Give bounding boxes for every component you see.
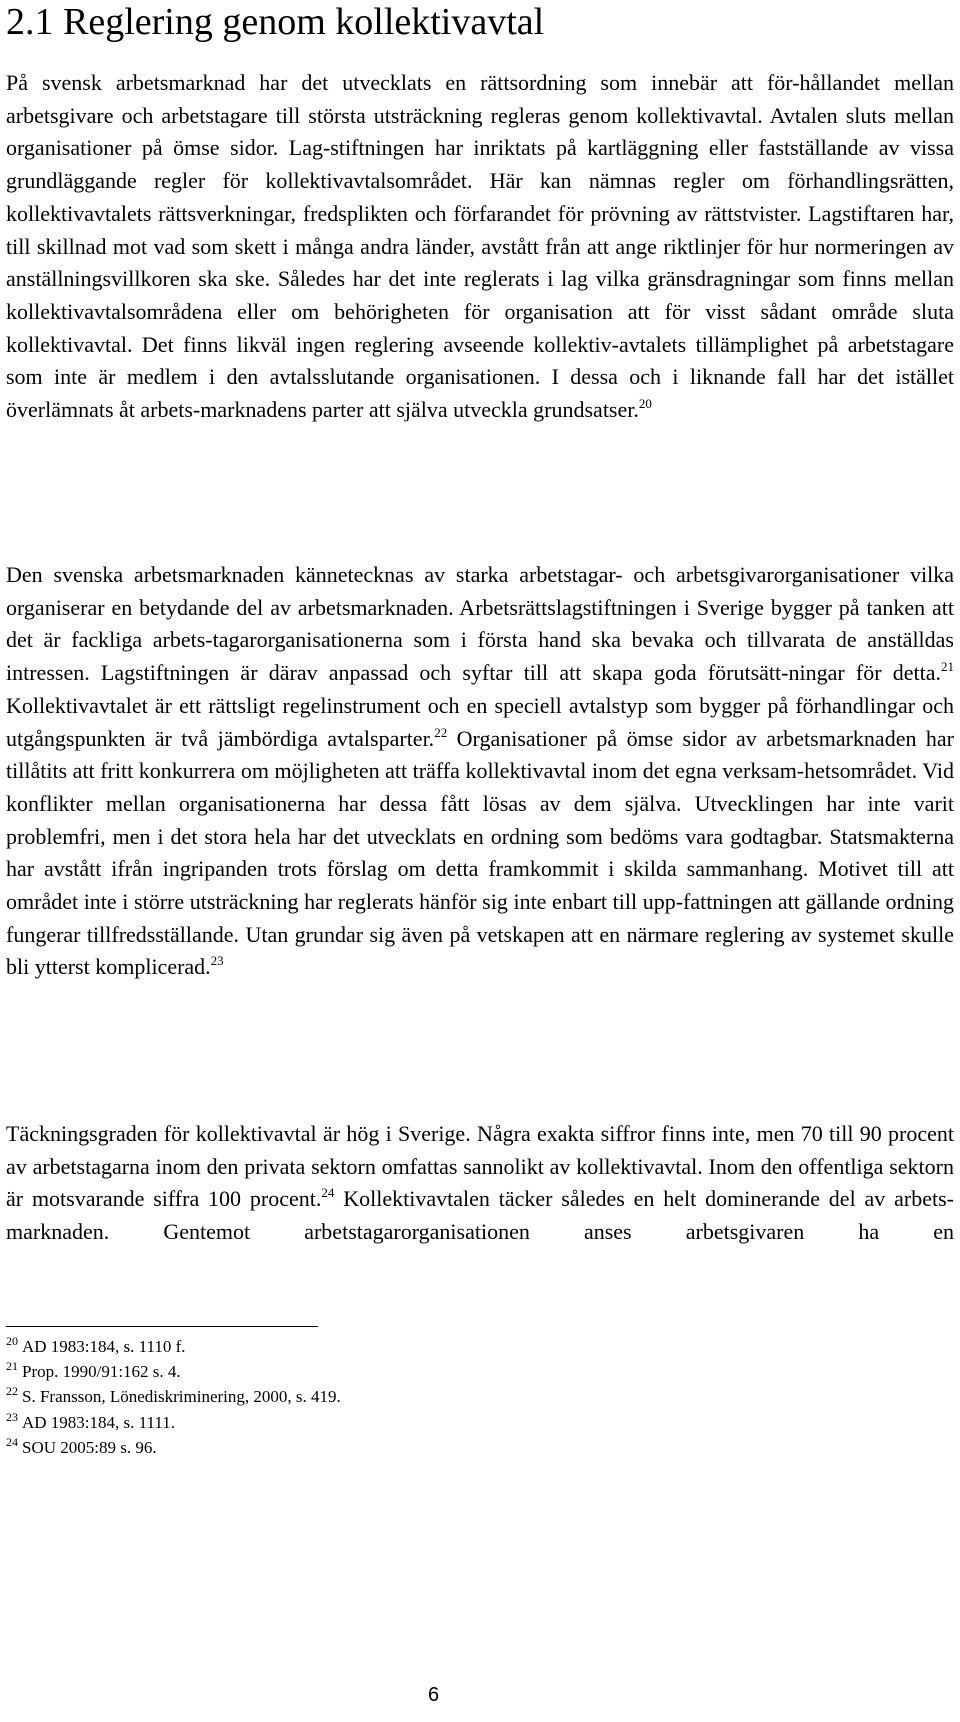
footnote-reference: 21: [941, 659, 954, 675]
paragraph-text: Kollektivavtalen täcker således en helt dominerande del av arbets-marknaden. Gentemot arbetstagarorganisationen anses arbetsgivaren ha en: [6, 1186, 955, 1245]
paragraph-text: Täckningsgraden för kollektivavtal är hög i Sverige. Några exakta siffror finns inte, men 70 till 90 procent av arbetstagarna inom den privata sektorn omfattas sannolikt av kollektivavtal. Inom den offentliga sektorn är motsvarande siffra 100 procent.: [6, 1121, 954, 1212]
footnote: [6, 1410, 341, 1435]
footnote-number: 23: [6, 1409, 18, 1424]
section-heading: 2.1 Reglering genom kollektivavtal: [6, 1, 545, 43]
page-number: 6: [428, 1684, 440, 1706]
footnote-text: S. Fransson, Lönediskriminering, 2000, s. 419.: [22, 1387, 341, 1407]
footnote-reference: 24: [321, 1185, 335, 1201]
paragraph-text: Organisationer på ömse sidor av arbetsmarknaden har tillåtits att fritt konkurrera om möjligheten att träffa kollektivavtal inom det egna verksam-hetsområdet. Vid konflikter mellan organisationerna har dessa fått lösas av dem själva. Utvecklingen har inte varit problemfri, men i det stora hela har det utvecklats en ordning som bedöms vara godtagbar. Statsmakterna har avstått ifrån ingripanden trots förslag om detta framkommit i skilda sammanhang. Motivet till att området inte i större utsträckning har reglerats hänför sig inte enbart till upp-fattningen att gällande ordning fungerar tillfredsställande. Utan grundar sig även på vetskapen att en närmare reglering av systemet skulle bli ytterst komplicerad.: [6, 725, 955, 980]
footnote: [6, 1359, 341, 1384]
footnote: [6, 1435, 341, 1460]
paragraph: [6, 559, 954, 984]
footnote-list: [6, 1334, 341, 1460]
footnote-reference: 23: [210, 953, 224, 969]
footnote-number: 21: [6, 1359, 18, 1374]
footnote-text: AD 1983:184, s. 1111.: [22, 1412, 175, 1432]
footnote-text: AD 1983:184, s. 1110 f.: [22, 1337, 186, 1356]
paragraph-text: På svensk arbetsmarknad har det utvecklats en rättsordning som innebär att för-hållandet mellan arbetsgivare och arbetstagare till största utsträckning regleras genom kollektivavtal. Avtalen sluts mellan organisationer på ömse sidor. Lag-stiftningen har inriktats på kartläggning eller fastställande av vissa grundläggande regler för kollektivavtalsområdet. Här kan nämnas regler om förhandlingsrätten, kollektivavtalets rättsverkningar, fredsplikten och förfarandet för prövning av rättstvister. Lagstiftaren har, till skillnad mot vad som skett i många andra länder, avstått från att ange riktlinjer för hur normeringen av anställningsvillkoren ska ske. Således har det inte reglerats i lag vilka gränsdragningar som finns mellan kollektivavtalsområdena eller om behörigheten för organisation att för visst sådant område sluta kollektivavtal. Det finns likväl ingen reglering avseende kollektiv-avtalets tillämplighet på arbetstagare som inte är medlem i den avtalsslutande organisationen. I dessa och i liknande fall har det istället överlämnats åt arbets-marknadens parter att själva utveckla grundsatser.: [6, 70, 954, 423]
footnote-reference: 22: [434, 724, 448, 740]
footnote-number: 20: [6, 1334, 18, 1348]
footnote: [6, 1384, 341, 1409]
footnote: [6, 1334, 341, 1359]
footnote-number: 22: [6, 1384, 18, 1399]
paragraph-text: Den svenska arbetsmarknaden kännetecknas av starka arbetstagar- och arbetsgivarorganisationer vilka organiserar en betydande del av arbetsmarknaden. Arbetsrättslagstiftningen i Sverige bygger på tanken att det är fackliga arbets-tagarorganisationerna som i första hand ska bevaka och tillvarata de anställdas intressen. Lagstiftningen är därav anpassad och syftar till att skapa goda förutsätt-ningar för detta.: [6, 562, 954, 686]
paragraph: [6, 67, 954, 427]
paragraph: [6, 1118, 954, 1249]
footnote-separator: [6, 1326, 318, 1327]
footnote-number: 24: [6, 1434, 18, 1449]
footnote-text: SOU 2005:89 s. 96.: [22, 1437, 157, 1457]
paragraph-text: Kollektivavtalet är ett rättsligt regelinstrument och en speciell avtalstyp som bygger på förhandlingar och utgångspunkten är två jämbördiga avtalsparter.: [6, 692, 954, 751]
footnote-reference: 20: [638, 396, 652, 412]
footnote-text: Prop. 1990/91:162 s. 4.: [22, 1362, 181, 1382]
